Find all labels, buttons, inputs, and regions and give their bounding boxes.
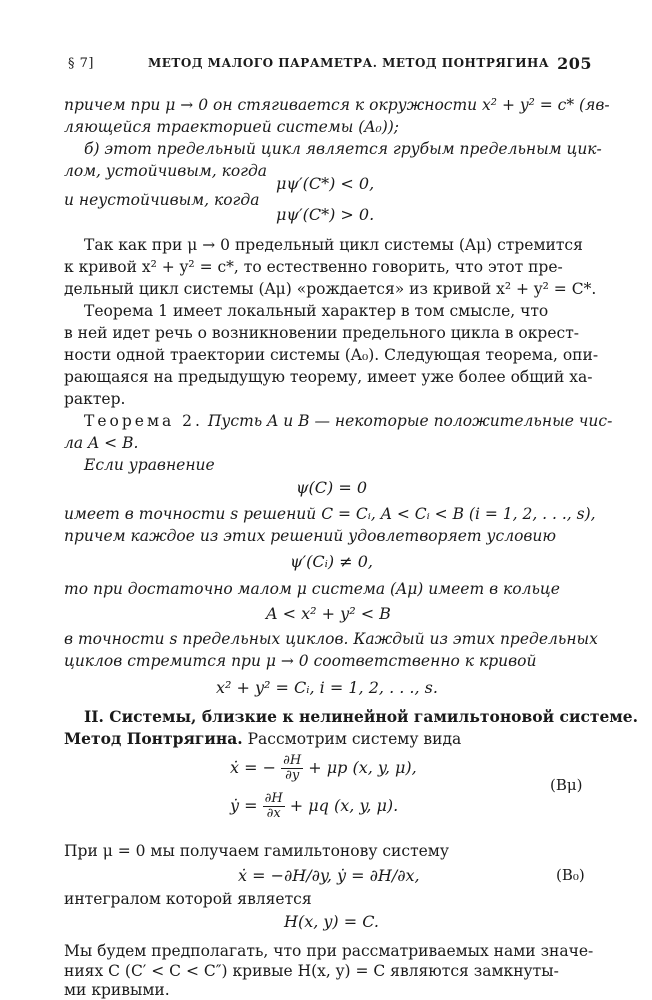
system-equation-y	[230, 792, 398, 821]
equation-tag: (Bμ)	[550, 776, 583, 794]
text-line: причем каждое из этих решений удовлетворяет условию	[64, 527, 557, 545]
method-title: Метод Понтрягина.	[64, 729, 243, 748]
denominator: ∂y	[285, 768, 300, 783]
text-line: Если уравнение	[84, 456, 215, 474]
fraction	[263, 792, 285, 821]
eq-rhs: + μp (x, y, μ),	[308, 758, 417, 777]
theorem-line	[84, 412, 612, 430]
text-line: ляющейся траекторией системы (A₀));	[64, 118, 400, 136]
text-line: ми кривыми.	[64, 981, 170, 999]
text-line: и неустойчивым, когда	[64, 191, 260, 209]
section-heading: II. Системы, близкие к нелинейной гамильтоновой системе.	[84, 707, 639, 726]
text-line: б) этот предельный цикл является грубым предельным цик-	[84, 140, 602, 158]
theorem-label: Теорема 2.	[84, 412, 203, 430]
text-line: Теорема 1 имеет локальный характер в том смысле, что	[84, 302, 549, 320]
text-line: рающаяся на предыдущую теорему, имеет уже более общий ха-	[64, 368, 593, 386]
text-line: то при достаточно малом μ система (Aμ) имеет в кольце	[64, 580, 560, 598]
text-line: лом, устойчивым, когда	[64, 162, 268, 180]
text-line: в ней идет речь о возникновении предельного цикла в окрест-	[64, 324, 580, 342]
running-title: МЕТОД МАЛОГО ПАРАМЕТРА. МЕТОД ПОНТРЯГИНА	[148, 56, 550, 70]
page-number: 205	[557, 54, 592, 73]
text-line	[64, 729, 461, 748]
text-line: рактер.	[64, 390, 126, 408]
equation: A < x² + y² < B	[266, 604, 391, 623]
equation: ψ′(Cᵢ) ≠ 0,	[290, 552, 373, 571]
text-line: интегралом которой является	[64, 890, 312, 908]
text-line: дельный цикл системы (Aμ) «рождается» из кривой x² + y² = C*.	[64, 280, 597, 298]
text-line: имеет в точности s решений C = Cᵢ, A < Cᵢ < B (i = 1, 2, . . ., s),	[64, 505, 596, 523]
fraction	[281, 754, 303, 783]
running-header	[68, 54, 592, 78]
eq-lhs: ẏ =	[230, 796, 258, 815]
text-line: к кривой x² + y² = c*, то естественно говорить, что этот пре-	[64, 258, 563, 276]
eq-rhs: + μq (x, y, μ).	[289, 796, 399, 815]
text-line: ла A < B.	[64, 434, 139, 452]
equation: ẋ = −∂H/∂y, ẏ = ∂H/∂x,	[238, 866, 420, 885]
equation-tag: (B₀)	[556, 866, 585, 884]
numerator: ∂H	[264, 791, 283, 806]
section-ref: § 7]	[68, 56, 94, 71]
text-line: Так как при μ → 0 предельный цикл системы (Aμ) стремится	[84, 236, 583, 254]
text-line: При μ = 0 мы получаем гамильтонову систему	[64, 842, 449, 860]
equation: μψ′(C*) < 0,	[276, 174, 375, 193]
equation: ψ(C) = 0	[296, 478, 368, 497]
text-line: Мы будем предполагать, что при рассматриваемых нами значе-	[64, 942, 594, 960]
system-equation-x	[230, 754, 417, 783]
eq-lhs: ẋ = −	[230, 758, 277, 777]
theorem-text: Пусть A и B — некоторые положительные чис-	[207, 412, 613, 430]
denominator: ∂x	[266, 806, 281, 821]
text-span: Рассмотрим систему вида	[242, 730, 462, 748]
equation: x² + y² = Cᵢ, i = 1, 2, . . ., s.	[216, 678, 438, 697]
text-line: циклов стремится при μ → 0 соответственно к кривой	[64, 652, 537, 670]
numerator: ∂H	[283, 753, 302, 768]
text-line: ности одной траектории системы (A₀). Следующая теорема, опи-	[64, 346, 599, 364]
equation: H(x, y) = C.	[284, 912, 380, 931]
text-line: ниях C (C′ < C < C″) кривые H(x, y) = C являются замкнуты-	[64, 962, 559, 980]
text-line: причем при μ → 0 он стягивается к окружности x² + y² = c* (яв-	[64, 96, 610, 114]
equation: μψ′(C*) > 0.	[276, 205, 375, 224]
text-line: в точности s предельных циклов. Каждый из этих предельных	[64, 630, 598, 648]
